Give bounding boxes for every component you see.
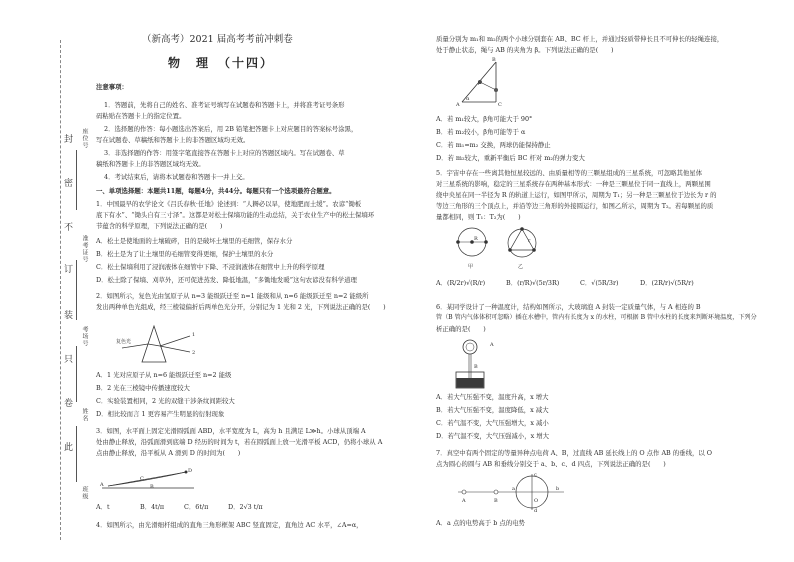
fig-caption-b: 乙 [518,264,524,270]
q5-line: 5．宇宙中存在一些离其他恒星较远的、由质量相等的三颗星组成的三星系统，可忽略其他星体 [436,169,703,177]
point-label-a: a [512,486,515,492]
field-exam-id: 准考证号 [81,235,88,263]
q5-option-d: D．(2R/r)√(5R/r) [640,279,694,287]
q2-option-b: B．2 光在三棱镜中传播速度较大 [96,384,190,392]
seal-char: 此 [64,443,74,453]
q3-line: 3．如图，水平面上固定光滑圆弧面 ABD，水平宽度为 L，高为 h 且满足 L≫h。小球从顶端 A [96,427,366,435]
arc-label-b: B [150,484,154,490]
q6-line: 管（B 管内气体体积可忽略）插在水槽中，管内有长度为 x 的水柱，可根据 B 管中水柱的长度来判断环境温度，下列分 [436,314,757,321]
q1-line: 1．中国最早的农学论文《吕氏春秋·任地》论述到：“人耨必以旱，使地肥而土缓”。农谚“锄板 [96,200,362,208]
prism-caption: 复色光 [116,339,132,345]
q6-line: 6．某同学设计了一种温度计，结构如图所示，大玻璃泡 A 封装一定质量气体，与 A 相连的 B [436,303,701,311]
q4-line: 质量分别为 m₁和 m₂的两个小球分别套在 AB、BC 杆上，并通过轻质带伸长且不可伸长的轻绳连接， [436,35,724,43]
fig-caption-a: 甲 [468,264,474,270]
q1-line: 底下有水”、“锄头自有三寸泽”。这都是对松土保墒功能的生动总结，关于农业生产中的松土保墒环 [96,211,375,219]
blank-line [76,260,77,320]
notice-line: 4．考试结束后，请将本试题卷和答题卡一并上交。 [104,173,249,181]
q1-option-a: A．松土是使地面的土壤破碎，目的是破坏土壤里的毛细管，保存水分 [96,237,293,245]
q5-line: 绕中央星在同一半径为 R 的轨道上运行，如图甲所示，周期为 T₁；另一种是三颗星位于边长为 r 的 [436,191,717,199]
frame-label-beta: β [478,80,481,86]
star-label-r-big: R [474,236,478,242]
point-label-o: O [534,498,539,504]
q2-option-c: C．实验装置相同，2 光的双缝干涉条纹间距较大 [96,397,235,405]
three-star-figure-a [454,224,490,260]
seal-char: 订 [64,265,74,275]
q1-option-c: C．松土保墒利用了浸润液体在细管中下降、不浸润液体在细管中上升的科学原理 [96,263,325,271]
q4-option-b: B．若 m₂较小，β角可能等于 α [436,128,526,136]
charge-label-b: B [494,498,498,504]
notice-line: 1．答题前，先将自己的姓名、准考证号填写在试题卷和答题卡上，并将准考证号条形 [104,101,345,109]
arc-figure [100,468,196,492]
q3-line: 点由静止释放，沿平板从 A 滑到 D 的时间为( ) [96,449,241,457]
blank-line [76,150,77,210]
point-label-c: c [534,472,537,478]
notice-line: 2．选择题的作答：每小题选出答案后，用 2B 铅笔把答题卡上对应题目的答案标号涂黑， [104,125,358,133]
ray-label-1: 1 [192,332,196,338]
q3-line: 处由静止释放，沿弧面滑到底端 D 经历的时间为 t，若在圆弧面上放一光滑平板 ACD，仍将小球从 A [96,438,383,446]
field-class: 班级 [81,486,88,500]
field-name: 姓名 [81,408,88,422]
three-star-figure-b [504,224,540,260]
q4-option-c: C．若 m₁=m₂ 交换，两球仍能保持静止 [436,141,551,149]
q6-option-a: A．若大气压强不变，温度升高，x 增大 [436,393,549,401]
q3-option-c: C．6t/π [184,503,209,511]
q7-line: 7．真空中有两个固定的等量异种点电荷 A、B，过直线 AB 延长线上的 O 点作 AB 的垂线，以 O [436,449,713,457]
q5-line: 等边三角形的三个顶点上，并沿等边三角形的外接圆运行，如图乙所示，周期为 T₂。若每颗星的质 [436,202,714,210]
q3-option-d: D．2√3 t/π [228,503,263,511]
seal-char: 密 [64,179,74,189]
seal-char: 装 [64,311,74,321]
q2-option-d: D．相比较而言 1 更容易产生明显的衍射现象 [96,410,225,418]
frame-label-alpha: α [466,96,470,102]
q2-line: 发出两种单色光组成，经三棱镜偏折后两单色光分开，分别记为 1 光和 2 光，下列说法正确的是( ) [96,303,386,311]
q3-option-b: B．4t/π [140,503,165,511]
q5-option-a: A．(R/2r)√(R/r) [436,279,486,287]
q5-line: 量都相同，则 T₁：T₂为( ) [436,213,521,221]
frame-label-c: C [498,102,502,108]
q1-line: 节蕴含的科学原理，下列说法正确的是( ) [96,222,223,230]
q7-line: 点为圆心的圆与 AB 和垂线分别交于 a、b、c、d 四点，下列说法正确的是( ) [436,460,666,468]
charges-figure [456,472,566,512]
point-label-b: b [556,486,560,492]
q1-option-d: D．松土除了保墒、刈草外，还可促进蒸发、降低地温，“多锄地发暖”这句农谚没有科学道理 [96,276,357,284]
frame-label-a: A [456,102,460,108]
q4-line: 处于静止状态，绳与 AB 的夹角为 β。下列说法正确的是( ) [436,46,614,54]
notice-line: 稿纸和答题卡上的非答题区域均无效。 [96,160,205,168]
seal-char: 封 [64,135,74,145]
notice-heading: 注意事项： [96,83,128,91]
notice-line: 写在试题卷、草稿纸和答题卡上的非答题区域均无效。 [96,136,250,144]
q5-line: 对三星系统的影响，稳定的三星系统存在两种基本形式：一种是三颗星位于同一直线上，两颗星围 [436,180,711,188]
thermo-label-b: B [474,364,478,370]
arc-label-c: C [140,476,144,482]
exam-title: 物 理 （十四） [168,56,275,70]
arc-label-a: A [100,482,104,488]
q2-line: 2．如图所示，复色光由氢原子从 n=3 能级跃迁至 n=1 能级和从 n=6 能级跃迁至 n=2 能级所 [96,292,369,300]
q4-line: 4．如图所示，由光滑细杆组成的直角三角形框架 ABC 竖直固定，直角边 AC 水平，∠A=α， [96,521,363,529]
q6-option-d: D．若气温不变，大气压强减小，x 增大 [436,432,550,440]
q4-option-d: D．若 m₂较大，重新平衡后 BC 杆对 m₂的弹力变大 [436,154,585,162]
frame-label-b: B [492,57,496,63]
seal-char: 只 [64,355,74,365]
q3-option-a: A．t [96,503,110,511]
thermo-label-a: A [490,342,494,348]
thermometer-figure [452,338,488,390]
blank-line [76,346,77,402]
ray-label-2: 2 [192,350,196,356]
q5-option-b: B．(r/R)√(5r/3R) [506,279,560,287]
q7-option-a: A．a 点的电势高于 b 点的电势 [436,519,525,527]
q5-option-c: C．√(5R/3r) [580,279,619,287]
q6-option-c: C．若气温不变，大气压强增大，x 减小 [436,419,549,427]
notice-line: 3．非选择题的作答：用签字笔直接答在答题卡上对应的答题区域内。写在试题卷、草 [104,149,345,157]
star-label-r-small: r [528,238,531,244]
notice-line: 码粘贴在答题卡上的指定位置。 [96,112,186,120]
binding-line [60,40,61,540]
section-heading: 一、单项选择题：本题共11题，每题4分，共44分。每题只有一个选项最符合题意。 [96,187,336,195]
q4-option-a: A．若 m₁较大，β角可能大于 90° [436,115,533,123]
q1-option-b: B．松土是为了让土壤里的毛细管变得更细，保护土壤里的水分 [96,250,274,258]
q6-line: 析正确的是( ) [436,325,486,333]
field-exam-room: 考场号 [81,326,88,347]
q6-option-b: B．若大气压强不变，温度降低，x 减大 [436,406,549,414]
q2-option-a: A．1 光对应原子从 n=6 能级跃迁至 n=2 能级 [96,371,232,379]
charge-label-a: A [462,498,466,504]
arc-label-d: D [188,468,193,474]
field-seat-number: 座位号 [81,128,88,149]
point-label-d: d [534,508,538,514]
seal-char: 不 [64,223,74,233]
blank-line [76,426,77,482]
seal-char: 卷 [64,399,74,409]
exam-subtitle: （新高考）2021 届高考考前冲刺卷 [142,34,293,45]
